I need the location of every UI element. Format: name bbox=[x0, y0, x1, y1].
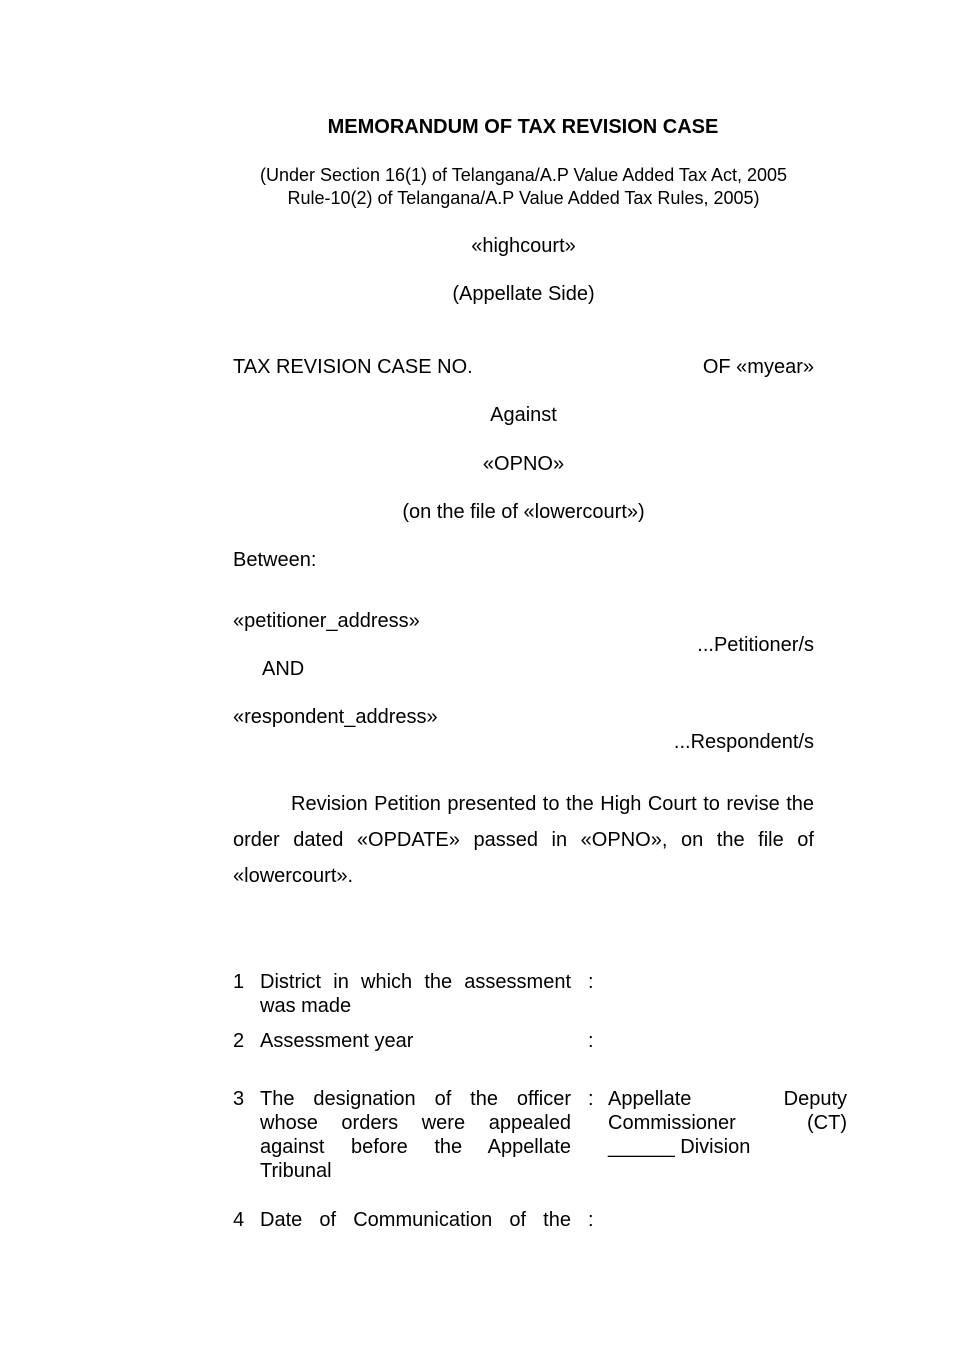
item-value-line: Commissioner (CT) bbox=[608, 1112, 847, 1134]
item-label bbox=[260, 1087, 571, 1183]
item-number: 2 bbox=[233, 1030, 245, 1052]
statute-line-act: (Under Section 16(1) of Telangana/A.P Value Added Tax Act, 2005 bbox=[259, 165, 788, 185]
item-colon: : bbox=[588, 1209, 594, 1231]
item-label-line: District in which the assessment bbox=[260, 971, 571, 993]
respondent-role: ...Respondent/s bbox=[673, 731, 814, 753]
paragraph-text: Revision Petition presented to the High Court to revise the order dated «OPDATE» passed in «OPNO», on the file of «lowercourt». bbox=[233, 793, 814, 887]
and-label: AND bbox=[262, 658, 305, 680]
item-label-line: Tribunal bbox=[260, 1160, 332, 1182]
document-title: MEMORANDUM OF TAX REVISION CASE bbox=[327, 116, 719, 138]
petitioner-role: ...Petitioner/s bbox=[697, 634, 814, 656]
statute-line-rules: Rule-10(2) of Telangana/A.P Value Added Tax Rules, 2005) bbox=[287, 188, 760, 208]
item-value bbox=[608, 1087, 847, 1159]
item-value-line: Appellate Deputy bbox=[608, 1088, 847, 1110]
original-petition-number: «OPNO» bbox=[482, 453, 565, 475]
respondent-address: «respondent_address» bbox=[233, 706, 438, 728]
item-colon: : bbox=[588, 971, 594, 993]
item-label bbox=[260, 970, 571, 1018]
item-colon: : bbox=[588, 1030, 594, 1052]
item-label-line: Date of Communication of the bbox=[260, 1209, 571, 1231]
item-colon: : bbox=[588, 1088, 594, 1110]
lower-court-reference: (on the file of «lowercourt») bbox=[402, 501, 645, 523]
item-number: 1 bbox=[233, 971, 245, 993]
revision-petition-paragraph bbox=[233, 786, 814, 894]
court-name: «highcourt» bbox=[471, 235, 576, 257]
item-label-line: against before the Appellate bbox=[260, 1136, 571, 1158]
item-label bbox=[260, 1208, 571, 1232]
item-number: 4 bbox=[233, 1209, 245, 1231]
item-number: 3 bbox=[233, 1088, 245, 1110]
petitioner-address: «petitioner_address» bbox=[233, 610, 420, 632]
court-side: (Appellate Side) bbox=[452, 283, 595, 305]
statute-reference bbox=[233, 164, 814, 210]
case-number-label: TAX REVISION CASE NO. bbox=[233, 356, 473, 378]
item-label-line: was made bbox=[260, 995, 352, 1017]
item-label: Assessment year bbox=[260, 1030, 414, 1052]
case-year: OF «myear» bbox=[702, 356, 814, 378]
against-label: Against bbox=[490, 404, 557, 426]
item-value-line: ______ Division bbox=[608, 1136, 751, 1158]
item-label-line: whose orders were appealed bbox=[260, 1112, 571, 1134]
between-label: Between: bbox=[233, 549, 317, 571]
item-label-line: The designation of the officer bbox=[260, 1088, 571, 1110]
